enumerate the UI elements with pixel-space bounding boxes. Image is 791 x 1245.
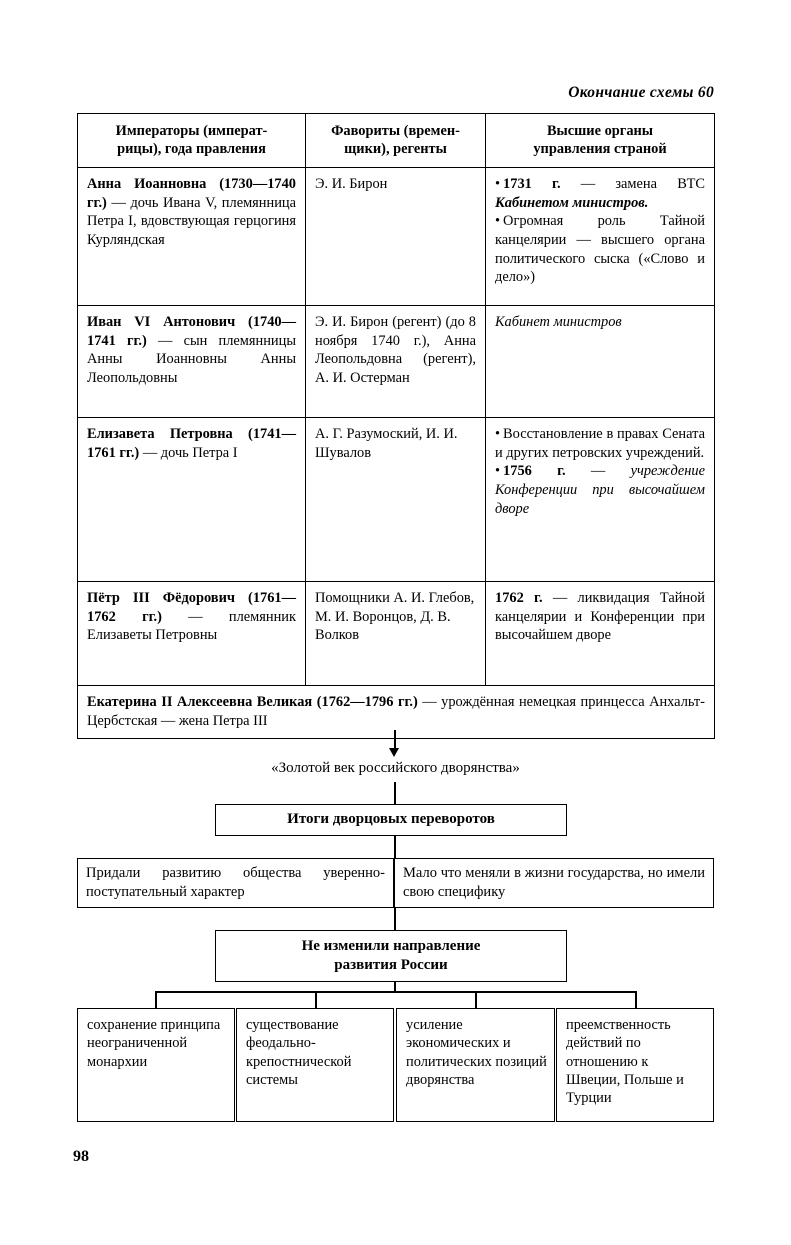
rulers-table (77, 113, 715, 739)
connector-line (315, 991, 317, 1008)
organs-cell (486, 417, 715, 581)
leaf-text: преемственность действий по отношению к Швеции, Польше и Турции (566, 1017, 684, 1107)
result-box-left (77, 858, 394, 908)
organs-bold: 1756 г. (503, 463, 566, 480)
ruler-cell (78, 417, 306, 581)
leaf-box (236, 1008, 394, 1122)
results-box: Итоги дворцовых переворотов (215, 804, 567, 836)
column-header-favourites: Фавориты (времен- щики), регенты (306, 114, 486, 168)
catherine-cell (78, 685, 715, 738)
organs-plain: Восстановление в правах Сената и других петровских учреждений. (495, 425, 705, 461)
connector-line (155, 991, 157, 1008)
organs-cell (486, 167, 715, 305)
organs-italic: Кабинетом министров. (495, 194, 649, 211)
ruler-description: — племянник Елизаветы Петровны (87, 608, 296, 644)
ruler-name: Анна Иоанновна (1730—1740 гг.) (87, 175, 296, 211)
result-right-text: Мало что меняли в жизни государства, но имели свою специфику (403, 865, 705, 900)
bullet-icon: • (495, 175, 501, 192)
connector-line (635, 991, 637, 1008)
favourites-cell: Э. И. Бирон (регент) (до 8 ноября 1740 г.), Анна Леопольдовна (регент), А. И. Остерман (306, 305, 486, 417)
leaf-box (77, 1008, 235, 1122)
organs-bold: 1731 г. (503, 175, 561, 192)
table-row (78, 305, 715, 417)
organs-plain: Огромная роль Тайной канцелярии — высшего органа политического сыска («Слово и дело») (495, 213, 705, 286)
ruler-description: — сын племянницы Анны Иоанновны Анны Леопольдовны (87, 332, 296, 387)
ruler-description: — дочь Петра I (139, 444, 238, 461)
bullet-icon: • (495, 463, 501, 480)
connector-line (394, 730, 396, 750)
page-number: 98 (73, 1148, 89, 1165)
table-row (78, 417, 715, 581)
result-box-right (394, 858, 714, 908)
ruler-description: — дочь Ивана V, племянница Петра I, вдовствующая герцогиня Курляндская (87, 194, 296, 249)
table-row (78, 581, 715, 685)
arrow-down-icon (389, 748, 399, 757)
ruler-name: Елизавета Петровна (1741—1761 гг.) (87, 425, 296, 461)
leaf-box (556, 1008, 714, 1122)
ruler-name: Пётр III Фёдорович (1761—1762 гг.) (87, 589, 296, 625)
table-row (78, 167, 715, 305)
organs-plain: — ликвидация Тайной канцелярии и Конференции при высочайшем дворе (495, 589, 706, 644)
ruler-cell (78, 581, 306, 685)
leaf-text: сохранение принципа неограниченной монархии (87, 1017, 221, 1070)
organs-plain: — замена ВТС (560, 175, 705, 192)
organs-item (495, 175, 705, 212)
connector-line (155, 991, 636, 993)
organs-item (495, 462, 705, 518)
ruler-cell (78, 305, 306, 417)
organs-plain: — (565, 463, 631, 480)
connector-line (394, 908, 396, 930)
organs-item (495, 212, 705, 287)
golden-age-caption: «Золотой век российского дворянства» (271, 760, 520, 776)
organs-italic: Кабинет министров (495, 313, 622, 330)
leaf-text: существование феодально-крепостнической системы (246, 1017, 352, 1088)
ruler-name: Иван VI Антонович (1740—1741 гг.) (87, 313, 296, 349)
catherine-description: — урождённая немецкая принцесса Анхальт-Цербстская — жена Петра III (87, 693, 705, 729)
section-header-note: Окончание схемы 60 (568, 84, 714, 101)
column-header-rulers: Императоры (императ- рицы), года правления (78, 114, 306, 168)
organs-cell (486, 305, 715, 417)
favourites-cell: Э. И. Бирон (306, 167, 486, 305)
bullet-icon: • (495, 213, 501, 230)
organs-cell (486, 581, 715, 685)
column-header-organs: Высшие органы управления страной (486, 114, 715, 168)
no-change-box (215, 930, 567, 982)
leaf-text: усиление экономических и политических позиций дворянства (406, 1017, 547, 1088)
table-row-wide (78, 685, 715, 738)
connector-line (394, 782, 396, 804)
connector-line (475, 991, 477, 1008)
leaf-box (396, 1008, 555, 1122)
favourites-cell: Помощники А. И. Глебов, М. И. Воронцов, Д. В. Волков (306, 581, 486, 685)
organs-italic: учреждение Конференции при высочайшем дворе (495, 463, 706, 517)
bullet-icon: • (495, 425, 501, 442)
table-header-row (78, 114, 715, 168)
ruler-cell (78, 167, 306, 305)
organs-item (495, 425, 705, 462)
no-change-text: Не изменили направление развития России (301, 937, 481, 973)
connector-line (394, 836, 396, 858)
result-left-text: Придали развитию общества уверенно-поступательный характер (86, 865, 385, 900)
favourites-cell: А. Г. Разумоский, И. И. Шувалов (306, 417, 486, 581)
organs-bold: 1762 г. (495, 589, 543, 606)
catherine-name: Екатерина II Алексеевна Великая (1762—1796 гг.) (87, 693, 418, 710)
